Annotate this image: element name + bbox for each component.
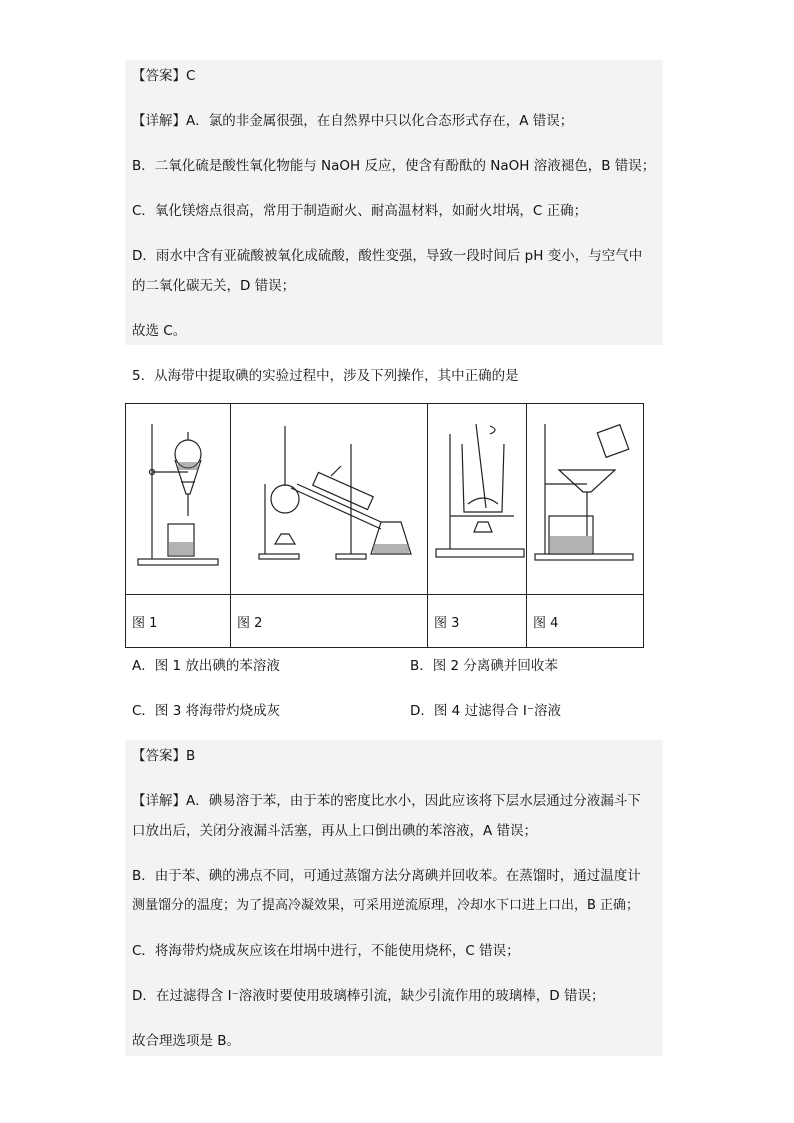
option-c: C．图 3 将海带灼烧成灰 [132,703,281,719]
answer-label: 【答案】C [132,68,196,84]
conclusion-5: 故合理选项是 B。 [132,1033,241,1049]
figure-3-caption: 图 3 [428,595,527,648]
conclusion: 故选 C。 [132,323,187,339]
detail-d-line2: 的二氧化碳无关，D 错误； [132,278,296,294]
figure-table [125,403,644,648]
figure-1-image [126,404,231,595]
detail-5-d: D．在过滤得含 I⁻溶液时要使用玻璃棒引流，缺少引流作用的玻璃棒，D 错误； [132,988,605,1004]
detail-5-a-line2: 口放出后，关闭分液漏斗活塞，再从上口倒出碘的苯溶液，A 错误； [132,823,538,839]
separatory-funnel-drawing [126,404,230,594]
figure-1-caption: 图 1 [126,595,231,648]
figure-3-image [428,404,527,595]
detail-5-c: C．将海带灼烧成灰应该在坩埚中进行，不能使用烧杯，C 错误； [132,943,520,959]
detail-b: B．二氧化硫是酸性氧化物能与 NaOH 反应，使含有酚酞的 NaOH 溶液褪色，B 错误； [132,158,656,174]
detail-5-b-line1: B．由于苯、碘的沸点不同，可通过蒸馏方法分离碘并回收苯。在蒸馏时，通过温度计 [132,868,641,884]
answer-label-5: 【答案】B [132,748,196,764]
option-a: A．图 1 放出碘的苯溶液 [132,658,280,674]
ignition-drawing [428,404,526,594]
distillation-drawing [231,404,427,594]
question-5-stem: 5．从海带中提取碘的实验过程中，涉及下列操作，其中正确的是 [132,368,519,384]
detail-a: 【详解】A．氯的非金属很强，在自然界中只以化合态形式存在，A 错误； [132,113,574,129]
filtration-drawing [527,404,643,594]
detail-5-a-line1: 【详解】A．碘易溶于苯，由于苯的密度比水小，因此应该将下层水层通过分液漏斗下 [132,793,641,809]
figure-2-image [231,404,428,595]
detail-c: C．氧化镁熔点很高，常用于制造耐火、耐高温材料，如耐火坩埚，C 正确； [132,203,588,219]
detail-5-b-line2: 测量馏分的温度；为了提高冷凝效果，可采用逆流原理，冷却水下口进上口出，B 正确； [132,898,640,913]
option-b: B．图 2 分离碘并回收苯 [410,658,558,674]
figure-2-caption: 图 2 [231,595,428,648]
detail-d-line1: D．雨水中含有亚硫酸被氧化成硫酸，酸性变强，导致一段时间后 pH 变小，与空气中 [132,248,643,264]
option-d: D．图 4 过滤得合 I⁻溶液 [410,703,561,719]
figure-4-image [527,404,644,595]
figure-4-caption: 图 4 [527,595,644,648]
